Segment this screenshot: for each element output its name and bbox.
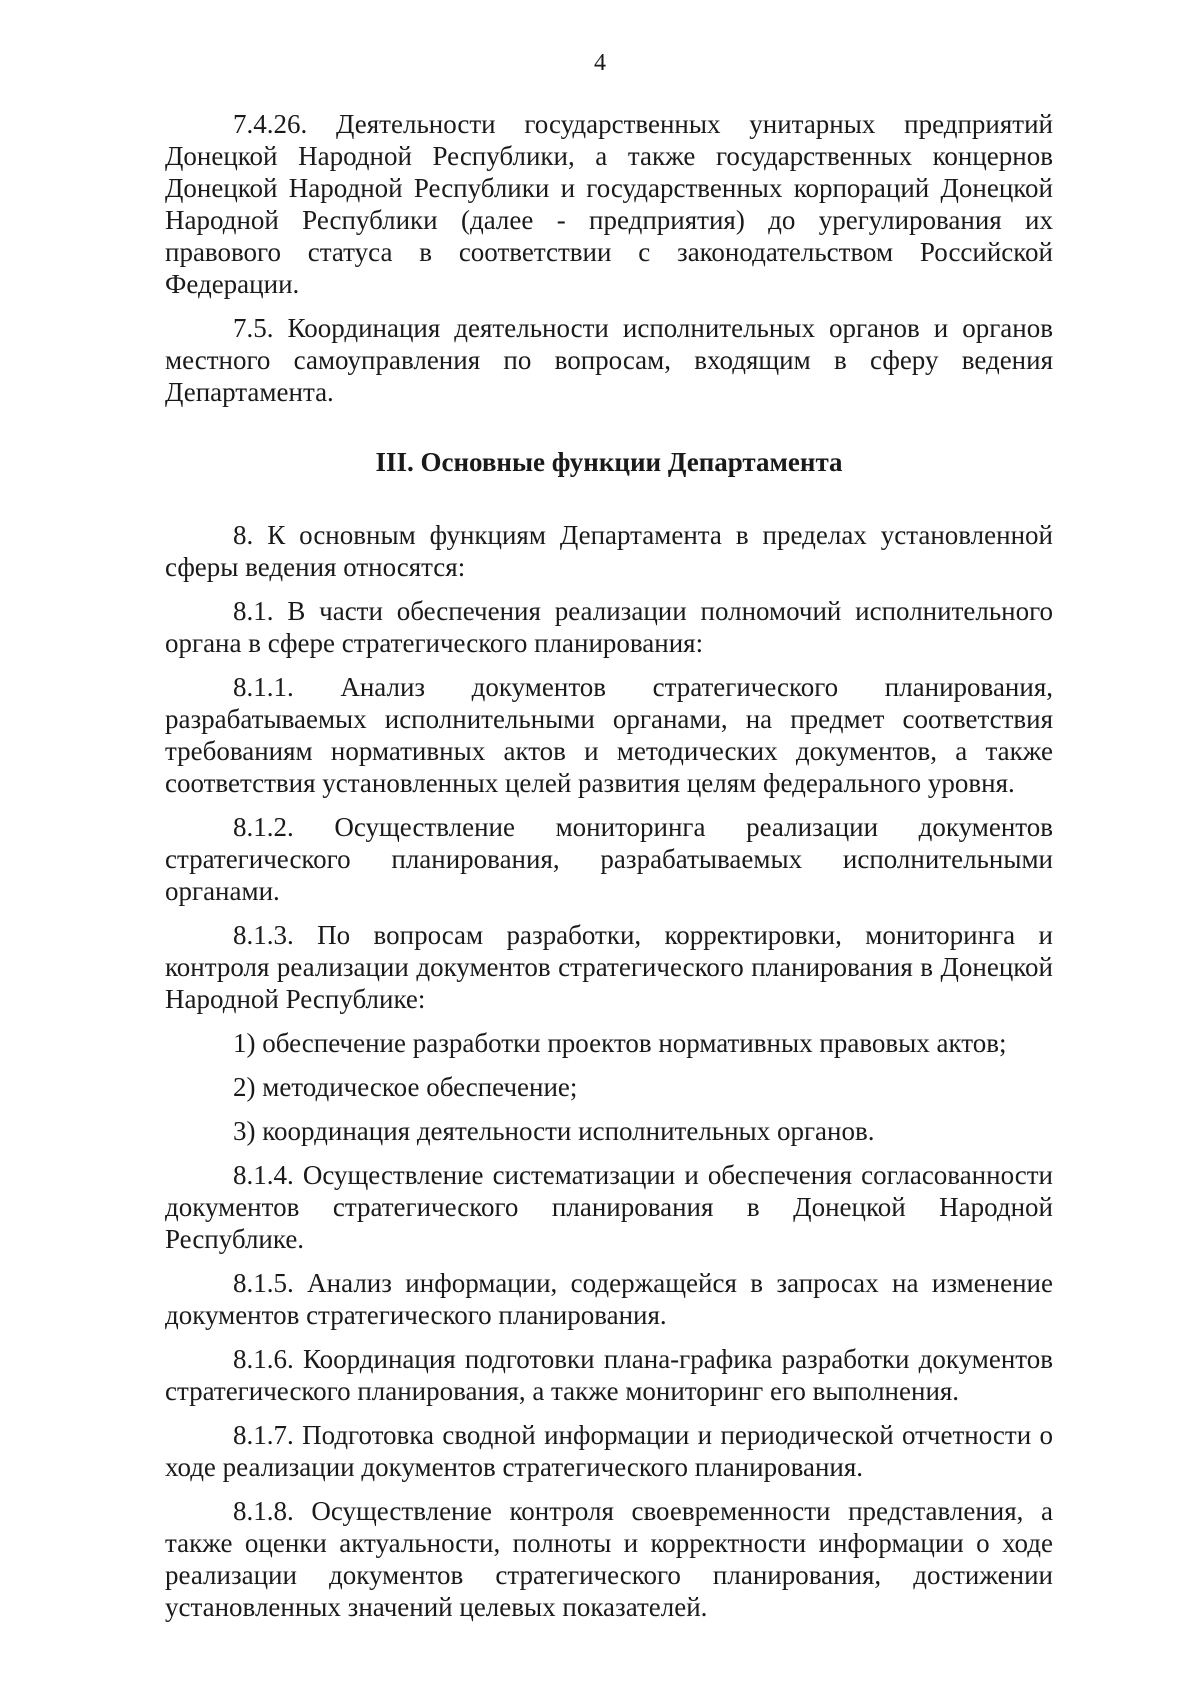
paragraph-8-1: 8.1. В части обеспечения реализации полномочий исполнительного органа в сфере стратегического планирования: [165,596,1053,658]
paragraph-8-1-4: 8.1.4. Осуществление систематизации и обеспечения согласованности документов стратегического планирования в Донецкой Народной Республике. [165,1160,1053,1254]
paragraph-8-1-2: 8.1.2. Осуществление мониторинга реализации документов стратегического планирования, разрабатываемых исполнительными органами. [165,812,1053,906]
list-item-3: 3) координация деятельности исполнительных органов. [233,1116,875,1146]
paragraph-8-1-7: 8.1.7. Подготовка сводной информации и периодической отчетности о ходе реализации документов стратегического планирования. [165,1420,1053,1482]
paragraph-8-1-5: 8.1.5. Анализ информации, содержащейся в запросах на изменение документов стратегического планирования. [165,1268,1053,1330]
paragraph-8-1-8: 8.1.8. Осуществление контроля своевременности представления, а также оценки актуальности, полноты и корректности информации о ходе реализации документов стратегического планирования, достижении установленных значений целевых показателей. [165,1496,1053,1622]
paragraph-7-5: 7.5. Координация деятельности исполнительных органов и органов местного самоуправления по вопросам, входящим в сферу ведения Департамента. [165,313,1053,407]
paragraph-8: 8. К основным функциям Департамента в пределах установленной сферы ведения относятся: [165,520,1053,582]
list-item-2: 2) методическое обеспечение; [233,1072,578,1102]
document-body [165,108,1053,1635]
paragraph-8-1-6: 8.1.6. Координация подготовки плана-графика разработки документов стратегического планирования, а также мониторинг его выполнения. [165,1344,1053,1406]
paragraph-7-4-26: 7.4.26. Деятельности государственных унитарных предприятий Донецкой Народной Республики, а также государственных концернов Донецкой Народной Республики и государственных корпораций Донецкой Народной Республики (далее - предприятия) до урегулирования их правового статуса в соответствии с законодательством Российской Федерации. [165,109,1053,299]
page-number: 4 [594,50,606,76]
section-heading: III. Основные функции Департамента [375,447,843,477]
paragraph-8-1-3: 8.1.3. По вопросам разработки, корректировки, мониторинга и контроля реализации документов стратегического планирования в Донецкой Народной Республике: [165,920,1053,1014]
list-item-1: 1) обеспечение разработки проектов нормативных правовых актов; [233,1028,1007,1058]
paragraph-8-1-1: 8.1.1. Анализ документов стратегического планирования, разрабатываемых исполнительными органами, на предмет соответствия требованиям нормативных актов и методических документов, а также соответствия установленных целей развития целям федерального уровня. [165,672,1053,798]
